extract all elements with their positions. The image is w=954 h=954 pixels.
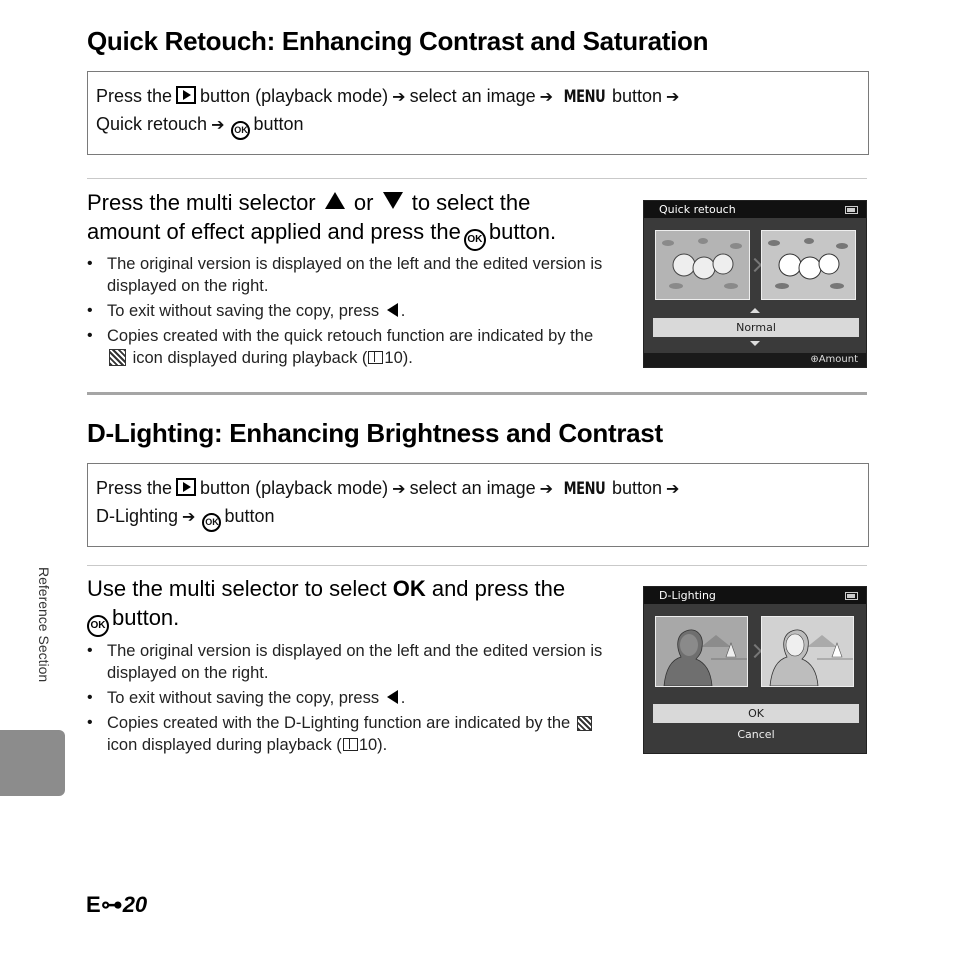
step-text: Press the multi selector	[87, 190, 316, 215]
path-text: Press the	[96, 478, 173, 498]
path-text: select an image	[409, 478, 536, 498]
screen-footer	[644, 353, 866, 367]
section2-title: D-Lighting: Enhancing Brightness and Contrast	[87, 418, 663, 448]
step-text: or	[353, 190, 374, 215]
path-text: button (playback mode)	[200, 478, 389, 498]
screen-title: D-Lighting	[659, 589, 716, 602]
path-text: Press the	[96, 86, 173, 106]
bullet-text: Copies created with the D-Lighting function are indicated by the	[107, 714, 571, 732]
chevron-right-icon	[748, 644, 762, 658]
section1-title: Quick Retouch: Enhancing Contrast and Saturation	[87, 26, 709, 56]
multi-selector-icon: ⊕	[810, 354, 819, 365]
step-text: button.	[112, 605, 180, 630]
bullet-text: ).	[402, 349, 413, 367]
multi-selector-left-icon	[387, 690, 398, 704]
section2-path-line2	[96, 506, 275, 532]
portrait-image-icon	[762, 617, 853, 686]
bullet-text: .	[400, 689, 406, 707]
arrow-right-icon: ➔	[392, 481, 406, 498]
arrow-right-icon: ➔	[666, 481, 680, 498]
screen-title: Quick retouch	[659, 203, 736, 216]
section1-path-line2	[96, 114, 304, 140]
battery-icon	[845, 592, 858, 600]
multi-selector-up-icon	[325, 192, 345, 209]
bullet-item	[87, 712, 617, 756]
section1-path-box	[87, 71, 869, 155]
bullet-text: .	[400, 302, 406, 320]
divider	[87, 565, 867, 566]
page-number	[86, 892, 147, 918]
step-text: Use the multi selector to select	[87, 576, 387, 601]
arrow-right-icon: ➔	[666, 89, 680, 106]
bullet-text: icon displayed during playback (	[132, 349, 368, 367]
step-text: to select the	[411, 190, 531, 215]
arrow-right-icon: ➔	[182, 509, 196, 526]
bullet-text: To exit without saving the copy, press	[107, 302, 380, 320]
reference-book-icon	[368, 351, 383, 364]
arrow-right-icon: ➔	[211, 117, 225, 134]
option-cancel: Cancel	[737, 728, 775, 741]
bullet-item	[87, 253, 617, 297]
screen-header	[644, 201, 866, 218]
bullet-item	[87, 687, 617, 709]
section-divider	[87, 392, 867, 395]
quick-retouch-icon	[109, 349, 126, 366]
step-text: amount of effect applied and press the	[87, 219, 461, 244]
divider	[87, 178, 867, 179]
path-text: button	[224, 506, 275, 526]
step-text: button.	[488, 219, 557, 244]
bullet-item	[87, 640, 617, 684]
arrow-right-icon: ➔	[539, 481, 554, 498]
multi-selector-left-icon	[387, 303, 398, 317]
up-arrow-icon	[750, 308, 760, 313]
footer-label: Amount	[818, 354, 858, 365]
page-number-value: 20	[122, 892, 148, 917]
d-lighting-screen	[643, 586, 867, 754]
menu-button-icon: MENU	[563, 479, 606, 499]
page-reference: 10	[358, 736, 378, 754]
reference-section-icon: E⊶	[86, 892, 123, 917]
portrait-image-icon	[656, 617, 747, 686]
path-text: select an image	[409, 86, 536, 106]
section1-path-line1	[96, 86, 683, 107]
multi-selector-down-icon	[383, 192, 403, 209]
flower-image-icon	[656, 231, 749, 299]
chevron-right-icon	[748, 258, 762, 272]
playback-button-icon	[176, 478, 196, 496]
bullet-text: icon displayed during playback (	[107, 736, 342, 754]
sidebar-section-label: Reference Section	[36, 567, 52, 683]
path-text: button	[611, 478, 662, 498]
menu-button-icon: MENU	[563, 87, 606, 107]
bullet-text: To exit without saving the copy, press	[107, 689, 380, 707]
battery-icon	[845, 206, 858, 214]
ok-option-label: OK	[392, 576, 426, 601]
screen-header	[644, 587, 866, 604]
path-text: D-Lighting	[96, 506, 179, 526]
path-text: button	[253, 114, 304, 134]
arrow-right-icon: ➔	[392, 89, 406, 106]
playback-button-icon	[176, 86, 196, 104]
page-reference: 10	[384, 349, 403, 367]
edited-image-thumb	[761, 230, 856, 300]
original-image-thumb	[655, 230, 750, 300]
quick-retouch-screen	[643, 200, 867, 368]
d-lighting-icon	[577, 716, 592, 731]
down-arrow-icon	[750, 341, 760, 346]
path-text: button	[611, 86, 662, 106]
bullet-item	[87, 300, 617, 322]
path-text: Quick retouch	[96, 114, 208, 134]
reference-book-icon	[343, 738, 358, 751]
path-text: button (playback mode)	[200, 86, 389, 106]
bullet-text: The original version is displayed on the left and the edited version is displayed on the right.	[107, 642, 603, 682]
amount-selection: Normal	[653, 318, 859, 337]
edited-image-thumb	[761, 616, 854, 687]
bullet-text: ).	[377, 736, 388, 754]
ok-button-icon: OK	[87, 615, 109, 637]
arrow-right-icon: ➔	[539, 89, 554, 106]
section2-step-title	[87, 574, 565, 637]
section-thumb-tab	[0, 730, 65, 796]
bullet-text: The original version is displayed on the left and the edited version is displayed on the right.	[107, 255, 603, 295]
section2-bullets	[87, 640, 617, 759]
section1-bullets	[87, 253, 617, 372]
page-prefix: E	[86, 892, 101, 917]
option-ok: OK	[653, 704, 859, 723]
original-image-thumb	[655, 616, 748, 687]
section1-step-title	[87, 188, 556, 251]
flower-image-icon	[762, 231, 855, 299]
bullet-item	[87, 325, 617, 369]
ok-button-icon: OK	[464, 229, 486, 251]
ok-button-icon: OK	[202, 513, 221, 532]
bullet-text: Copies created with the quick retouch function are indicated by the	[107, 327, 594, 345]
section2-path-line1	[96, 478, 683, 499]
ok-button-icon: OK	[231, 121, 250, 140]
step-text: and press the	[431, 576, 566, 601]
section2-path-box	[87, 463, 869, 547]
